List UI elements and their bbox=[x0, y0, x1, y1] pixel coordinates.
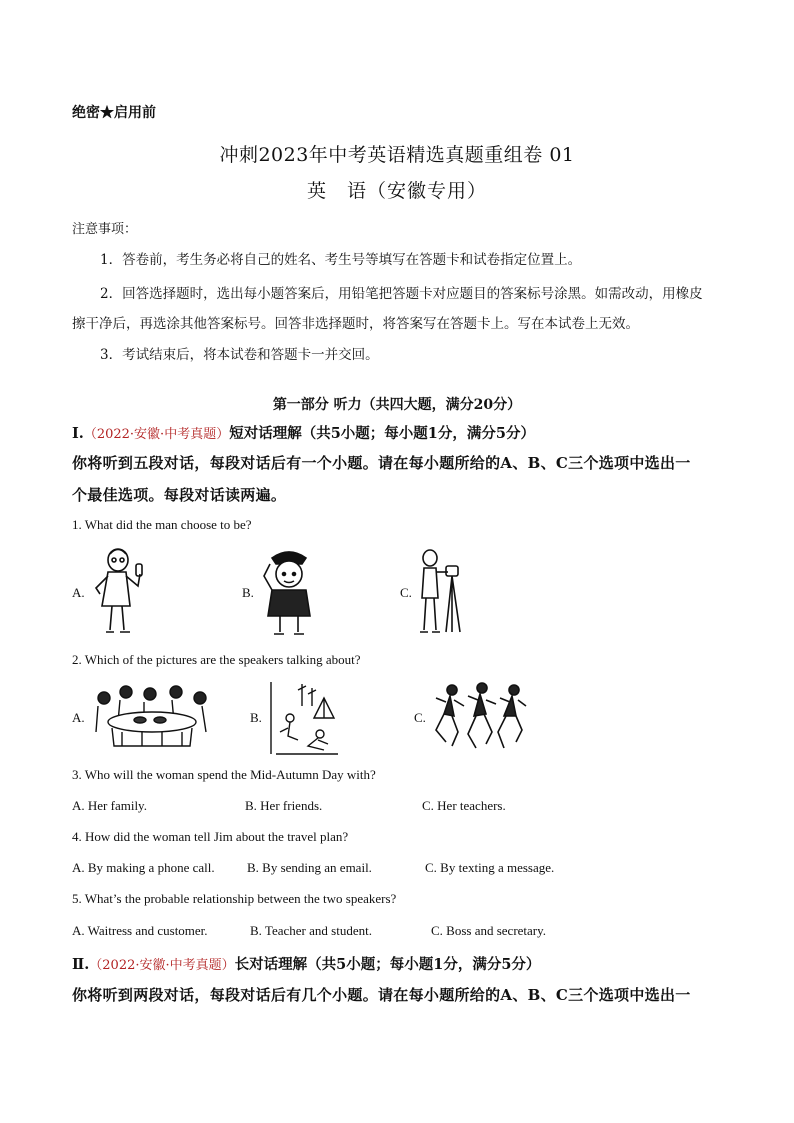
q1-option-a-label: A. bbox=[72, 585, 85, 600]
section-2-instructions-line1: 你将听到两段对话，每段对话后有几个小题。请在每小题所给的A、B、C三个选项中选出一 bbox=[72, 986, 691, 1004]
notes-heading: 注意事项： bbox=[72, 222, 138, 237]
camping-picture bbox=[268, 680, 358, 756]
q3-option-c: C. Her teachers. bbox=[422, 798, 506, 813]
section-2-heading bbox=[72, 953, 540, 974]
section-1-heading bbox=[72, 422, 535, 443]
section-1-instructions-line1: 你将听到五段对话，每段对话后有一个小题。请在每小题所给的A、B、C三个选项中选出一 bbox=[72, 454, 691, 472]
section-1-source: （2022·安徽·中考真题） bbox=[83, 427, 230, 442]
confidential-label: 绝密★启用前 bbox=[72, 105, 156, 121]
q4-option-a: A. By making a phone call. bbox=[72, 860, 215, 875]
section-2-title: 长对话理解（共5小题；每小题1分，满分5分） bbox=[234, 956, 541, 973]
section-1-title: 短对话理解（共5小题；每小题1分，满分5分） bbox=[229, 425, 535, 442]
q2-option-a-label: A. bbox=[72, 710, 85, 725]
q2-option-b-label: B. bbox=[250, 710, 262, 725]
question-5: 5. What’s the probable relationship between the two speakers? bbox=[72, 891, 397, 906]
note-item-1: 1．答卷前，考生务必将自己的姓名、考生号等填写在答题卡和试卷指定位置上。 bbox=[100, 252, 582, 268]
question-3: 3. Who will the woman spend the Mid-Autumn Day with? bbox=[72, 767, 376, 782]
q5-option-c: C. Boss and secretary. bbox=[431, 923, 547, 938]
part-one-heading: 第一部分 听力（共四大题，满分20分） bbox=[272, 397, 522, 413]
q3-option-a: A. Her family. bbox=[72, 798, 147, 813]
exam-title: 冲刺2023年中考英语精选真题重组卷 01 bbox=[219, 144, 575, 166]
q1-option-b-label: B. bbox=[242, 585, 254, 600]
photographer-picture bbox=[416, 546, 466, 636]
q4-option-b: B. By sending an email. bbox=[247, 860, 372, 875]
doctor-picture bbox=[90, 546, 152, 636]
question-4: 4. How did the woman tell Jim about the travel plan? bbox=[72, 829, 349, 844]
section-1-instructions-line2: 个最佳选项。每段对话读两遍。 bbox=[72, 486, 287, 504]
family-dinner-picture bbox=[92, 682, 214, 748]
section-1-numeral: Ⅰ. bbox=[72, 425, 84, 442]
question-2: 2. Which of the pictures are the speakers talking about? bbox=[72, 652, 361, 667]
section-2-numeral: Ⅱ. bbox=[72, 956, 90, 973]
q1-option-c-label: C. bbox=[400, 585, 412, 600]
q3-option-b: B. Her friends. bbox=[245, 798, 323, 813]
q4-option-c: C. By texting a message. bbox=[425, 860, 555, 875]
runners-picture bbox=[432, 682, 528, 752]
police-officer-picture bbox=[260, 546, 318, 636]
section-2-source: （2022·安徽·中考真题） bbox=[89, 958, 235, 973]
q2-option-c-label: C. bbox=[414, 710, 426, 725]
q5-option-b: B. Teacher and student. bbox=[250, 923, 372, 938]
note-item-2: 2．回答选择题时，选出每小题答案后，用铅笔把答题卡对应题目的答案标号涂黑。如需改动，用橡皮 bbox=[100, 286, 703, 302]
exam-subtitle: 英 语（安徽专用） bbox=[306, 180, 487, 202]
question-1: 1. What did the man choose to be? bbox=[72, 517, 252, 532]
note-item-2-cont: 擦干净后，再选涂其他答案标号。回答非选择题时，将答案写在答题卡上。写在本试卷上无效。 bbox=[72, 316, 639, 332]
q5-option-a: A. Waitress and customer. bbox=[72, 923, 208, 938]
note-item-3: 3．考试结束后，将本试卷和答题卡一并交回。 bbox=[100, 347, 379, 363]
